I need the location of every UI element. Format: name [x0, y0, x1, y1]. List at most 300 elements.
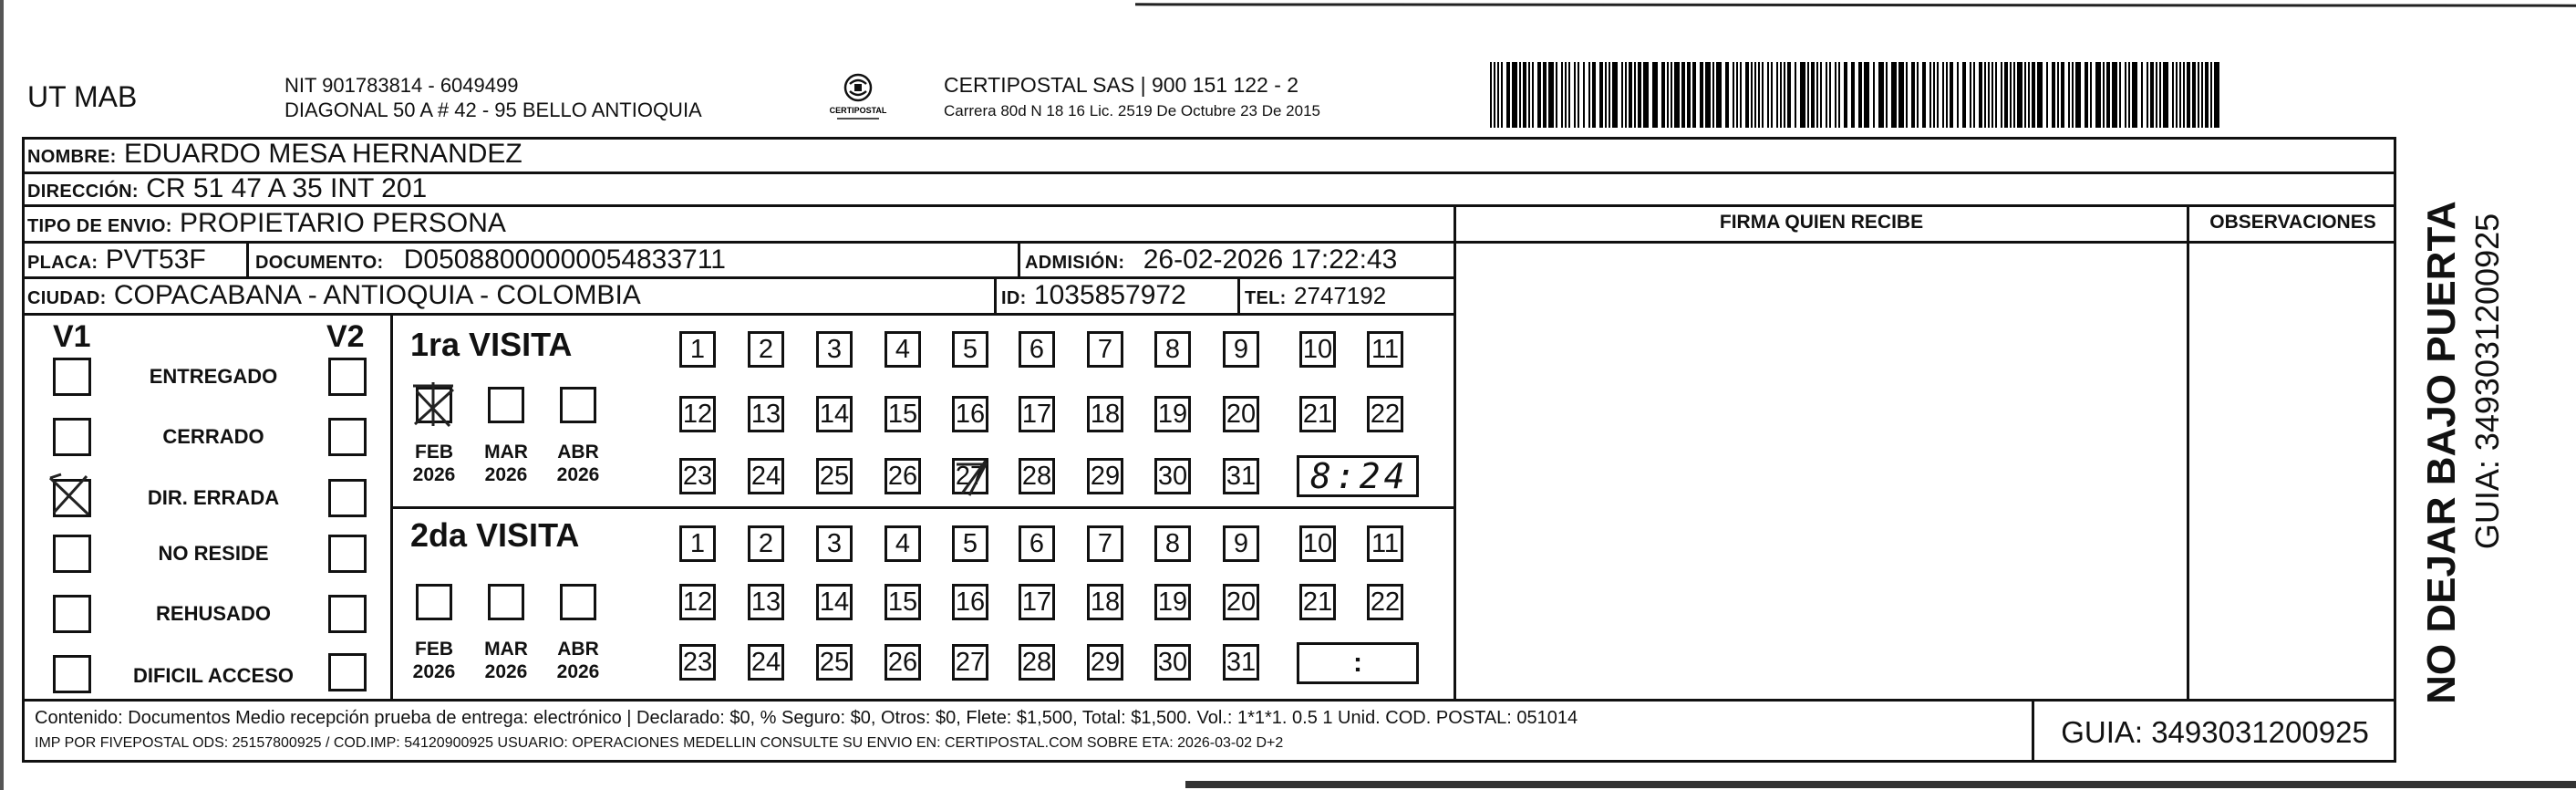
second-visit-day-21[interactable]: 21 [1299, 584, 1336, 620]
barcode-bar [1519, 62, 1521, 128]
time-separator: : [1353, 648, 1362, 678]
barcode-bar [1523, 62, 1526, 128]
header [0, 0, 2576, 137]
barcode-bar [1826, 62, 1827, 128]
month-name: ABR [557, 639, 599, 660]
month-label-mar [481, 638, 531, 683]
second-visit-day-20[interactable]: 20 [1223, 584, 1259, 620]
barcode-bar [2004, 62, 2008, 128]
barcode-bar [2068, 62, 2070, 128]
barcode-bar [1537, 62, 1541, 128]
month-checkbox-mar[interactable] [488, 387, 524, 423]
barcode-bar [1543, 62, 1547, 128]
barcode-bar [1506, 62, 1510, 128]
barcode-bar [1776, 62, 1778, 128]
v2-checkbox[interactable] [328, 653, 367, 691]
first-visit-day-2[interactable]: 2 [748, 331, 784, 368]
barcode-bar [2046, 62, 2048, 128]
id-value: 1035857972 [1033, 280, 1186, 310]
barcode-bar [1681, 62, 1685, 128]
svg-text:CERTIPOSTAL: CERTIPOSTAL [829, 106, 887, 115]
barcode-bar [1780, 62, 1782, 128]
barcode-bar [2106, 62, 2110, 128]
handwritten-mark [47, 471, 98, 522]
id-label: ID: [1001, 288, 1027, 308]
barcode-bar [2156, 62, 2157, 128]
barcode-bar [1725, 62, 1729, 128]
barcode-bar [1528, 62, 1530, 128]
barcode-bar [1494, 62, 1495, 128]
ciudad-label: CIUDAD: [27, 288, 107, 308]
second-visit-time-box[interactable] [1297, 642, 1419, 684]
first-visit-day-16[interactable]: 16 [952, 396, 988, 432]
first-visit-day-15[interactable]: 15 [885, 396, 921, 432]
second-visit-day-17[interactable]: 17 [1019, 584, 1055, 620]
barcode-bar [1652, 62, 1658, 128]
first-visit-day-23[interactable]: 23 [679, 458, 716, 494]
col-line [994, 276, 997, 313]
top-border-line [1135, 3, 2576, 6]
barcode-bar [2210, 62, 2212, 128]
barcode-bar [2001, 62, 2002, 128]
second-visit-day-30[interactable]: 30 [1154, 644, 1191, 681]
placa-row [27, 244, 206, 279]
first-visit-time-box[interactable] [1297, 455, 1419, 497]
barcode-bar [1886, 62, 1888, 128]
barcode-bar [2119, 62, 2121, 128]
barcode-bar [1671, 62, 1672, 128]
footer-contenido: Contenido: Documentos Medio recepción prueba de entrega: electrónico | Declarado: $0, % Seguro: $0, Otros: $0, Flete: $1,500, Total: $1,500. Vol.: 1*1*1. 0.5 1 Unid. COD. POSTAL: 051014 [35, 708, 1578, 728]
barcode-bar [1787, 62, 1791, 128]
firma-header: FIRMA QUIEN RECIBE [1719, 212, 1924, 233]
first-visit-day-1[interactable]: 1 [679, 331, 716, 368]
month-label-feb [409, 638, 459, 683]
handwritten-mark [949, 455, 995, 499]
second-visit-day-6[interactable]: 6 [1019, 525, 1055, 562]
side-text [2404, 137, 2513, 775]
placa-label: PLACA: [27, 253, 98, 273]
documento-row [255, 244, 726, 279]
barcode-bar [2024, 62, 2026, 128]
barcode-bar [1583, 62, 1585, 128]
direccion-row [27, 172, 427, 208]
barcode-bar [1800, 62, 1805, 128]
first-visit-day-4[interactable]: 4 [885, 331, 921, 368]
direccion-value: CR 51 47 A 35 INT 201 [146, 173, 428, 203]
barcode-bar [2052, 62, 2055, 128]
second-visit-day-19[interactable]: 19 [1154, 584, 1191, 620]
barcode-bar [1634, 62, 1636, 128]
month-label-abr [553, 441, 603, 486]
second-visit-day-24[interactable]: 24 [748, 644, 784, 681]
second-visit-day-23[interactable]: 23 [679, 644, 716, 681]
barcode-bar [2017, 62, 2023, 128]
status-label: DIR. ERRADA [147, 486, 280, 509]
barcode-bar [1950, 62, 1953, 128]
month-year: 2026 [556, 464, 600, 485]
handwritten-time: 8:24 [1310, 456, 1409, 496]
barcode-bar [1816, 62, 1818, 128]
barcode-bar [2090, 62, 2092, 128]
barcode-bar [1851, 62, 1855, 128]
barcode-bar [1991, 62, 1993, 128]
v1-checkbox[interactable] [53, 655, 91, 693]
first-visit-title: 1ra VISITA [410, 326, 573, 363]
barcode-bar [1609, 62, 1610, 128]
month-name: MAR [484, 442, 528, 463]
barcode-bar [1984, 62, 1986, 128]
col-line [1454, 204, 1456, 701]
no-dejar-warning: NO DEJAR BAJO PUERTA [2419, 201, 2464, 704]
first-visit-day-3[interactable]: 3 [816, 331, 853, 368]
barcode-bar [1692, 62, 1696, 128]
v2-checkbox[interactable] [328, 535, 367, 573]
barcode-bar [1625, 62, 1627, 128]
first-visit-day-31[interactable]: 31 [1223, 458, 1259, 494]
second-visit-day-1[interactable]: 1 [679, 525, 716, 562]
barcode-bar [1674, 62, 1680, 128]
first-visit-day-7[interactable]: 7 [1087, 331, 1123, 368]
status-label: NO RESIDE [158, 542, 269, 565]
handwritten-mark [408, 379, 460, 433]
barcode-bar [2085, 62, 2088, 128]
first-visit-day-25[interactable]: 25 [816, 458, 853, 494]
barcode-bar [1762, 62, 1764, 128]
second-visit-day-31[interactable]: 31 [1223, 644, 1259, 681]
barcode-bar [1942, 62, 1944, 128]
barcode-bar [2061, 62, 2064, 128]
sender-address: DIAGONAL 50 A # 42 - 95 BELLO ANTIOQUIA [284, 99, 702, 121]
tipo-row [27, 207, 506, 243]
month-checkbox-abr[interactable] [560, 584, 596, 620]
barcode-bar [1864, 62, 1869, 128]
status-label: CERRADO [162, 425, 264, 448]
first-visit-day-13[interactable]: 13 [748, 396, 784, 432]
barcode-bar [2103, 62, 2105, 128]
barcode-bar [2176, 62, 2178, 128]
second-visit-day-13[interactable]: 13 [748, 584, 784, 620]
barcode-bar [1878, 62, 1884, 128]
barcode-bar [1751, 62, 1753, 128]
barcode-bar [1561, 62, 1563, 128]
month-label-mar [481, 441, 531, 486]
barcode-bar [1568, 62, 1570, 128]
second-visit-day-14[interactable]: 14 [816, 584, 853, 620]
barcode-bar [2075, 62, 2081, 128]
second-visit-day-27[interactable]: 27 [952, 644, 988, 681]
barcode-bar [2159, 62, 2161, 128]
second-visit-day-12[interactable]: 12 [679, 584, 716, 620]
barcode-bar [2205, 62, 2209, 128]
barcode-bar [1835, 62, 1836, 128]
day-number: 27 [955, 462, 986, 491]
barcode-bar [1700, 62, 1703, 128]
v2-checkbox[interactable] [328, 479, 367, 517]
first-visit-day-12[interactable]: 12 [679, 396, 716, 432]
v1-checkbox[interactable] [53, 595, 91, 633]
footer-guia: GUIA: 3493031200925 [2061, 715, 2369, 749]
month-checkbox-mar[interactable] [488, 584, 524, 620]
barcode-bar [2037, 62, 2043, 128]
barcode-bar [1957, 62, 1959, 128]
barcode-bar [1643, 62, 1649, 128]
barcode-bar [1740, 62, 1742, 128]
barcode-bar [2032, 62, 2035, 128]
barcode-bar [1933, 62, 1935, 128]
barcode-bar [1829, 62, 1831, 128]
barcode-bar [1745, 62, 1749, 128]
month-year: 2026 [484, 661, 528, 682]
barcode-bar [1497, 62, 1499, 128]
barcode-bar [1979, 62, 1982, 128]
barcode-bar [1532, 62, 1534, 128]
barcode-bar [2028, 62, 2030, 128]
barcode-bar [2125, 62, 2126, 128]
barcode-bar [1705, 62, 1711, 128]
second-visit-day-3[interactable]: 3 [816, 525, 853, 562]
month-checkbox-feb[interactable] [416, 584, 452, 620]
second-visit-day-9[interactable]: 9 [1223, 525, 1259, 562]
barcode-bar [1687, 62, 1691, 128]
barcode-bar [2201, 62, 2203, 128]
month-label-feb [409, 441, 459, 486]
barcode-bar [1820, 62, 1822, 128]
first-visit-day-10[interactable]: 10 [1299, 331, 1336, 368]
first-visit-day-24[interactable]: 24 [748, 458, 784, 494]
observaciones-header: OBSERVACIONES [2209, 212, 2376, 233]
v1-header: V1 [53, 319, 91, 354]
second-visit-day-11[interactable]: 11 [1367, 525, 1403, 562]
v1-checkbox-marked[interactable] [53, 479, 91, 517]
second-visit-day-8[interactable]: 8 [1154, 525, 1191, 562]
nombre-label: NOMBRE: [27, 147, 117, 167]
tel-row [1245, 279, 1386, 315]
v1-checkbox[interactable] [53, 418, 91, 456]
barcode-bar [1548, 62, 1554, 128]
month-year: 2026 [412, 464, 456, 485]
sender-nit: NIT 901783814 - 6049499 [284, 74, 519, 97]
barcode-bar [1733, 62, 1734, 128]
barcode-bar [1629, 62, 1632, 128]
tipo-label: TIPO DE ENVIO: [27, 216, 172, 236]
month-year: 2026 [484, 464, 528, 485]
barcode-bar [1712, 62, 1714, 128]
barcode-bar [2198, 62, 2199, 128]
barcode-bar [1578, 62, 1579, 128]
documento-label: DOCUMENTO: [255, 253, 384, 273]
v2-checkbox[interactable] [328, 418, 367, 456]
month-checkbox-feb-marked[interactable] [416, 387, 452, 423]
barcode-bar [2163, 62, 2168, 128]
barcode-bar [2147, 62, 2148, 128]
barcode-bar [2187, 62, 2190, 128]
barcode-bar [1988, 62, 1990, 128]
barcode-bar [1490, 62, 1492, 128]
barcode-bar [2183, 62, 2185, 128]
barcode-bar [1588, 62, 1590, 128]
barcode-bar [1807, 62, 1809, 128]
first-visit-day-5[interactable]: 5 [952, 331, 988, 368]
barcode-bar [2095, 62, 2101, 128]
admision-label: ADMISIÓN: [1025, 253, 1125, 273]
admision-value: 26-02-2026 17:22:43 [1143, 244, 1398, 275]
nombre-value: EDUARDO MESA HERNANDEZ [124, 139, 522, 169]
barcode-bar [1556, 62, 1557, 128]
month-label-abr [553, 638, 603, 683]
first-visit-day-27-marked[interactable] [952, 458, 988, 494]
v2-checkbox[interactable] [328, 595, 367, 633]
first-visit-day-30[interactable]: 30 [1154, 458, 1191, 494]
barcode-bar [1973, 62, 1975, 128]
barcode-bar [2128, 62, 2130, 128]
barcode-bar [1838, 62, 1840, 128]
barcode-bar [1795, 62, 1796, 128]
barcode-bar [1501, 62, 1503, 128]
direccion-label: DIRECCIÓN: [27, 182, 139, 202]
row-line [22, 699, 2396, 702]
second-visit-day-5[interactable]: 5 [952, 525, 988, 562]
month-name: FEB [415, 639, 453, 660]
second-visit-day-16[interactable]: 16 [952, 584, 988, 620]
barcode-bar [2179, 62, 2181, 128]
second-visit-day-15[interactable]: 15 [885, 584, 921, 620]
second-visit-day-4[interactable]: 4 [885, 525, 921, 562]
month-name: FEB [415, 442, 453, 463]
barcode-bar [1929, 62, 1931, 128]
second-visit-day-7[interactable]: 7 [1087, 525, 1123, 562]
barcode-bar [1962, 62, 1966, 128]
barcode-bar [1911, 62, 1915, 128]
barcode-bar [2214, 62, 2219, 128]
barcode-bar [1612, 62, 1618, 128]
second-visit-day-28[interactable]: 28 [1019, 644, 1055, 681]
first-visit-day-17[interactable]: 17 [1019, 396, 1055, 432]
first-visit-day-20[interactable]: 20 [1223, 396, 1259, 432]
barcode-bar [1784, 62, 1785, 128]
barcode-bar [1512, 62, 1517, 128]
status-label: ENTREGADO [149, 365, 278, 388]
first-visit-day-19[interactable]: 19 [1154, 396, 1191, 432]
status-label: DIFICIL ACCESO [132, 664, 294, 687]
first-visit-day-26[interactable]: 26 [885, 458, 921, 494]
tel-value: 2747192 [1293, 282, 1387, 309]
tipo-value: PROPIETARIO PERSONA [180, 208, 506, 238]
barcode-bar [1858, 62, 1862, 128]
second-visit-day-29[interactable]: 29 [1087, 644, 1123, 681]
barcode-bar [2072, 62, 2074, 128]
v2-header: V2 [326, 319, 365, 354]
barcode-bar [1898, 62, 1904, 128]
sender-name: UT MAB [27, 80, 138, 113]
side-guia: GUIA: 3493031200925 [2468, 213, 2506, 550]
col-line [2187, 204, 2189, 701]
barcode-bar [1605, 62, 1607, 128]
second-visit-day-26[interactable]: 26 [885, 644, 921, 681]
first-visit-day-6[interactable]: 6 [1019, 331, 1055, 368]
barcode-bar [1758, 62, 1760, 128]
company-name: CERTIPOSTAL SAS | 900 151 122 - 2 [944, 73, 1299, 97]
first-visit-day-18[interactable]: 18 [1087, 396, 1123, 432]
v1-checkbox[interactable] [53, 358, 91, 396]
status-label: REHUSADO [156, 602, 271, 625]
month-name: MAR [484, 639, 528, 660]
barcode-bar [1599, 62, 1603, 128]
barcode-bar [1946, 62, 1948, 128]
second-visit-title: 2da VISITA [410, 516, 580, 554]
barcode-bar [1771, 62, 1773, 128]
first-visit-day-9[interactable]: 9 [1223, 331, 1259, 368]
first-visit-day-14[interactable]: 14 [816, 396, 853, 432]
left-edge-mark [0, 0, 4, 790]
month-checkbox-abr[interactable] [560, 387, 596, 423]
col-line [390, 313, 393, 701]
barcode-bar [1661, 62, 1665, 128]
barcode-bar [2112, 62, 2117, 128]
barcode-bar [1621, 62, 1623, 128]
barcode-bar [1873, 62, 1875, 128]
row-line [390, 506, 1456, 509]
barcode-bar [1970, 62, 1971, 128]
barcode-bar [1995, 62, 1997, 128]
id-row [1001, 279, 1186, 315]
month-year: 2026 [412, 661, 456, 682]
barcode-bar [2150, 62, 2154, 128]
nombre-row [27, 138, 522, 173]
certipostal-logo [826, 71, 890, 124]
barcode-bar [1754, 62, 1756, 128]
barcode-bar [1767, 62, 1769, 128]
second-visit-day-22[interactable]: 22 [1367, 584, 1403, 620]
barcode-bar [1638, 62, 1641, 128]
month-year: 2026 [556, 661, 600, 682]
first-visit-day-22[interactable]: 22 [1367, 396, 1403, 432]
barcode-bar [2057, 62, 2059, 128]
barcode-bar [2010, 62, 2012, 128]
barcode-bar [1565, 62, 1567, 128]
first-visit-day-21[interactable]: 21 [1299, 396, 1336, 432]
barcode-bar [1716, 62, 1722, 128]
barcode-bar [1592, 62, 1596, 128]
col-line [1237, 276, 1240, 313]
bottom-edge [1185, 781, 2576, 788]
month-name: ABR [557, 442, 599, 463]
ciudad-value: COPACABANA - ANTIOQUIA - COLOMBIA [113, 280, 641, 310]
barcode-bar [2172, 62, 2174, 128]
second-visit-day-25[interactable]: 25 [816, 644, 853, 681]
second-visit-day-10[interactable]: 10 [1299, 525, 1336, 562]
ciudad-row [27, 279, 641, 315]
first-visit-day-8[interactable]: 8 [1154, 331, 1191, 368]
second-visit-day-2[interactable]: 2 [748, 525, 784, 562]
barcode-bar [2192, 62, 2196, 128]
barcode-bar [1937, 62, 1939, 128]
placa-value: PVT53F [105, 244, 206, 275]
barcode-bar [2141, 62, 2143, 128]
second-visit-day-18[interactable]: 18 [1087, 584, 1123, 620]
v1-checkbox[interactable] [53, 535, 91, 573]
v2-checkbox[interactable] [328, 358, 367, 396]
barcode-bar [2013, 62, 2015, 128]
tel-label: TEL: [1245, 288, 1287, 308]
first-visit-day-11[interactable]: 11 [1367, 331, 1403, 368]
barcode-bar [1891, 62, 1897, 128]
footer-imp: IMP POR FIVEPOSTAL ODS: 25157800925 / COD.IMP: 54120900925 USUARIO: OPERACIONES MEDELLIN CONSULTE SU ENVIO EN: CERTIPOSTAL.COM SOBRE ETA: 2026-03-02 D+2 [35, 735, 1284, 751]
first-visit-day-28[interactable]: 28 [1019, 458, 1055, 494]
col-line [1018, 241, 1020, 277]
barcode-bar [1811, 62, 1815, 128]
barcode [1490, 62, 2219, 128]
first-visit-day-29[interactable]: 29 [1087, 458, 1123, 494]
